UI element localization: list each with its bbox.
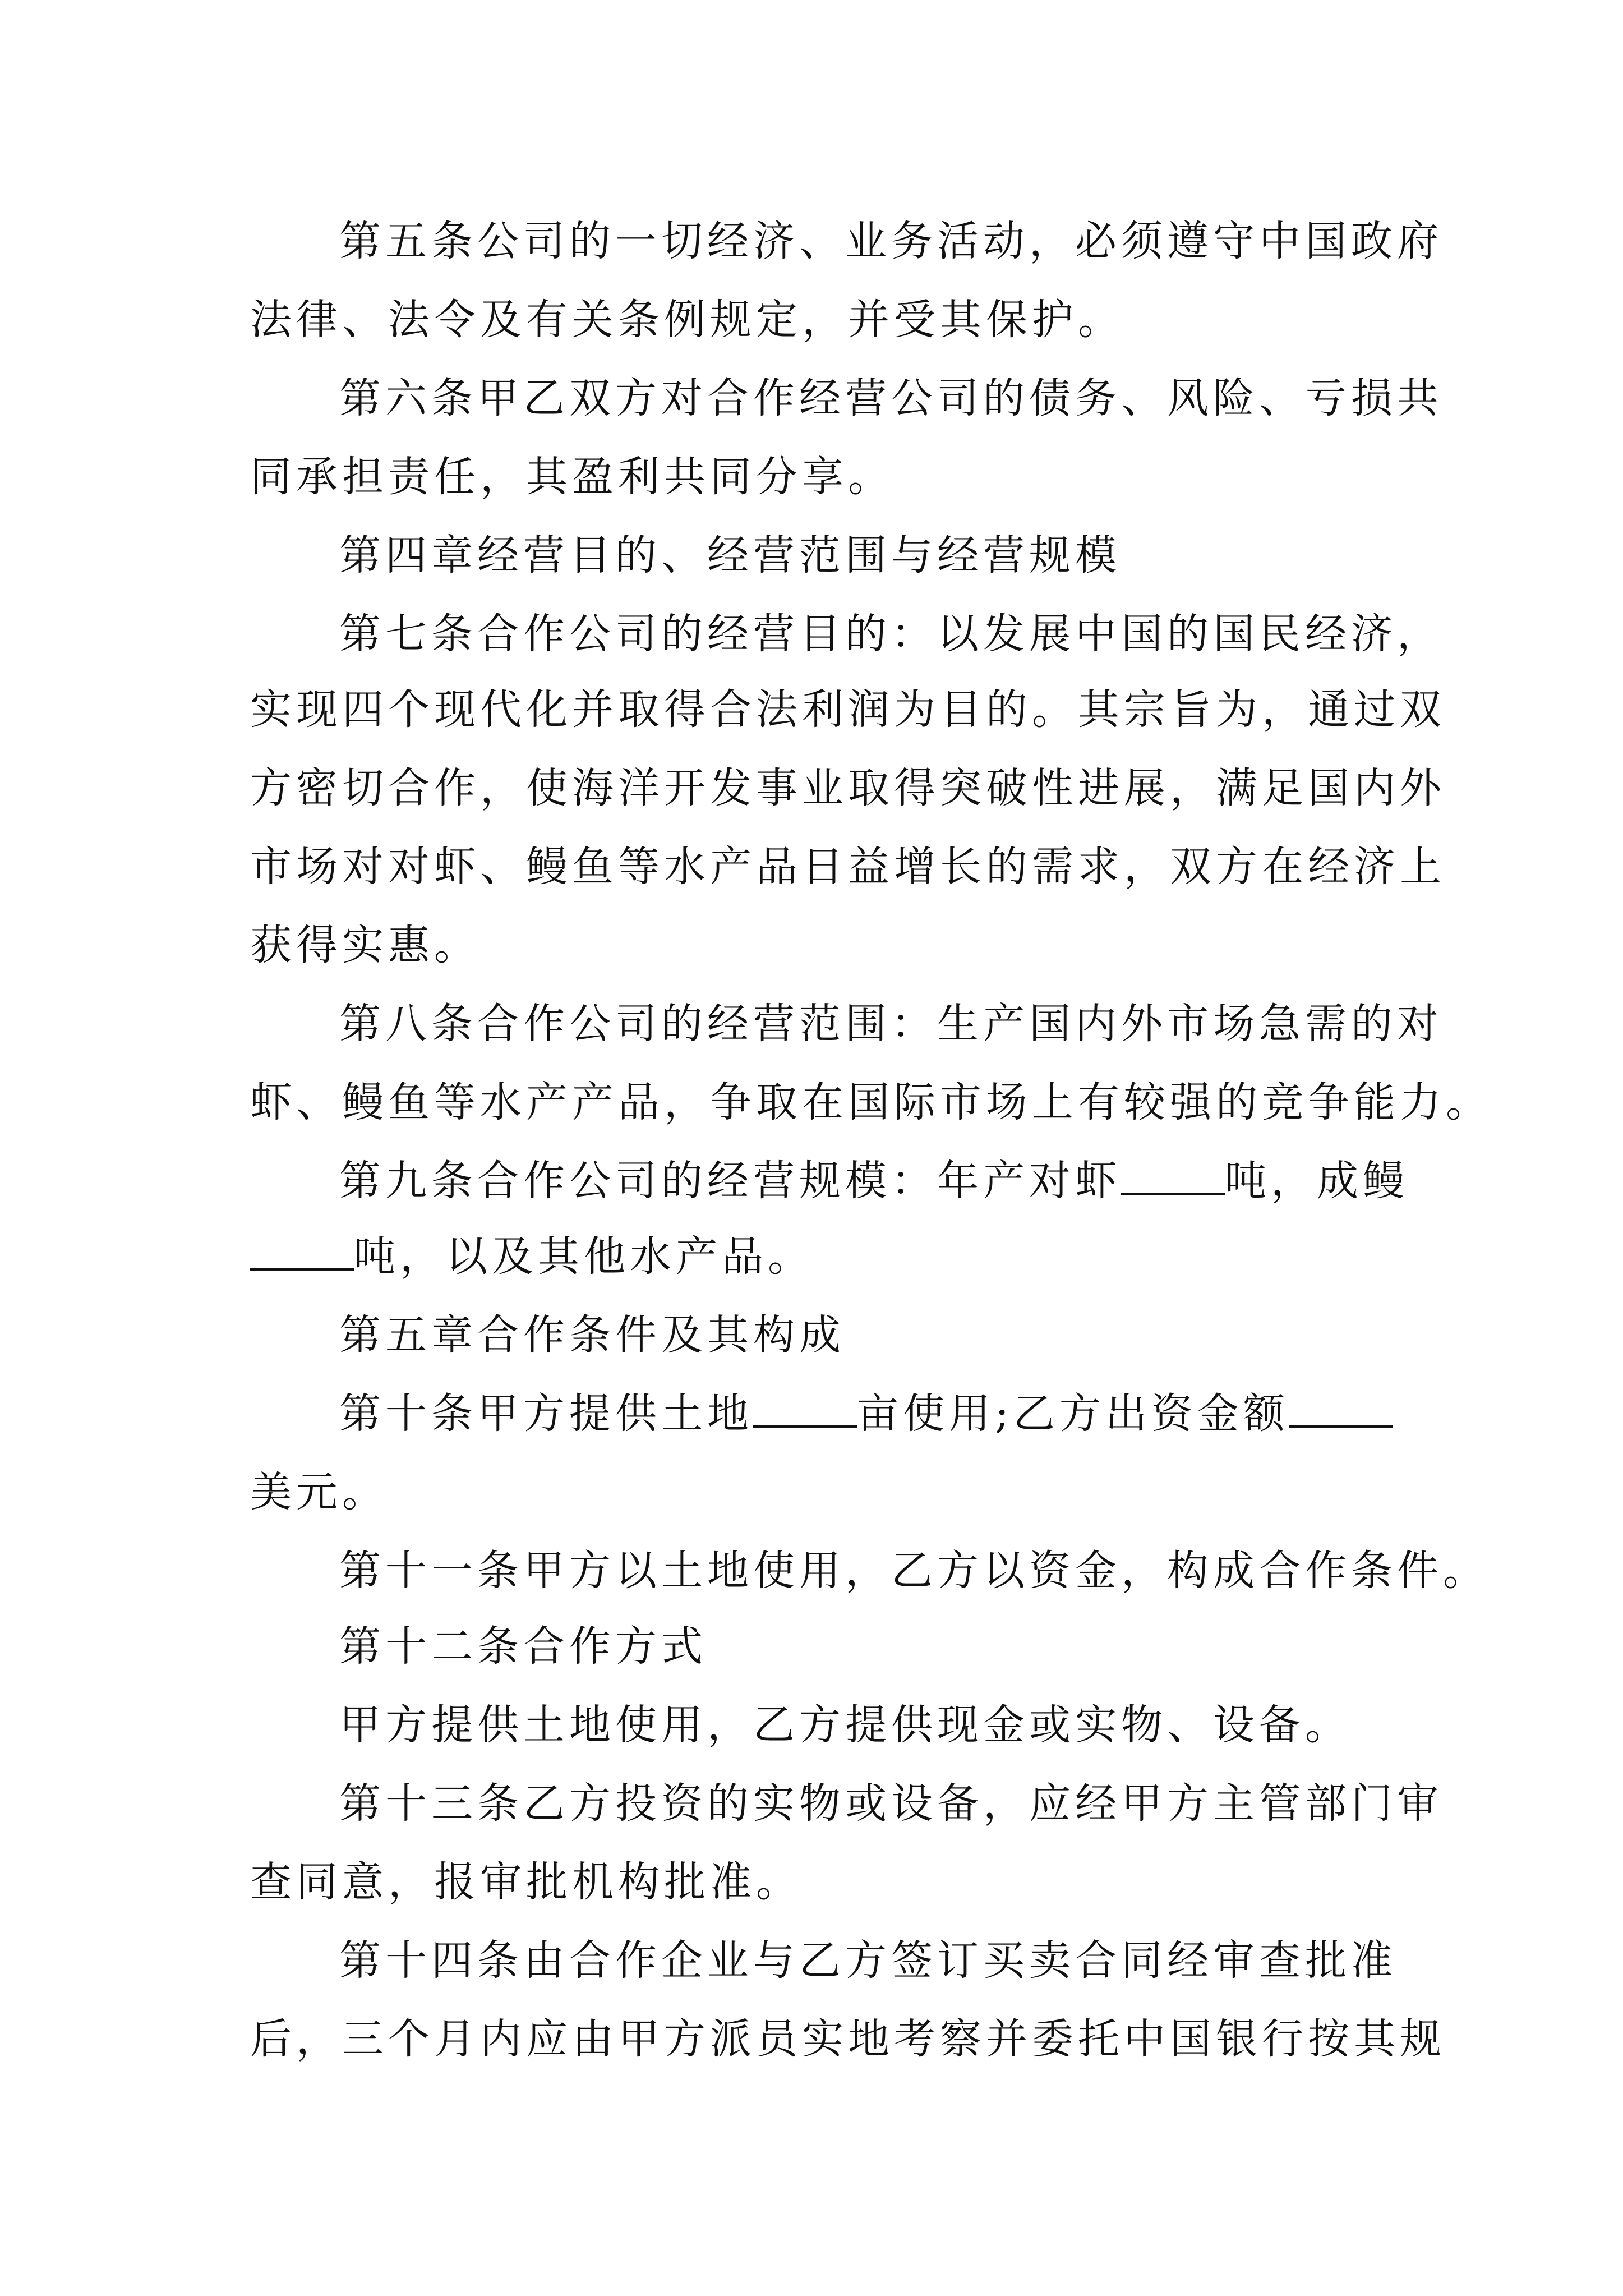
blank-underline: [753, 1388, 857, 1428]
text-line: 第八条合作公司的经营范围：生产国内外市场急需的对: [339, 1000, 1443, 1048]
chapter-heading: 第五章合作条件及其构成: [339, 1311, 845, 1359]
text-line: 同承担责任，其盈利共同分享。: [250, 453, 894, 501]
text-line: 第十一条甲方以土地使用，乙方以资金，构成合作条件。: [339, 1547, 1489, 1595]
text-line: 虾、鳗鱼等水产产品，争取在国际市场上有较强的竞争能力。: [250, 1078, 1492, 1126]
text-line: 后，三个月内应由甲方派员实地考察并委托中国银行按其规: [250, 2015, 1446, 2063]
text-line: 第五条公司的一切经济、业务活动，必须遵守中国政府: [339, 217, 1443, 265]
text-line: 甲方提供土地使用，乙方提供现金或实物、设备。: [339, 1701, 1351, 1749]
text-line: 第六条甲乙双方对合作经营公司的债务、风险、亏损共: [339, 374, 1443, 422]
blank-underline: [250, 1231, 354, 1271]
text-line: 查同意，报审批机构批准。: [250, 1858, 802, 1906]
text-line: [250, 1228, 814, 1285]
text-line: 美元。: [250, 1468, 388, 1516]
text-segment: 吨，以及其他水产品。: [354, 1232, 814, 1281]
chapter-heading: 第四章经营目的、经营范围与经营规模: [339, 531, 1121, 579]
text-line: 市场对对虾、鳗鱼等水产品日益增长的需求，双方在经济上: [250, 843, 1446, 891]
blank-underline: [1289, 1388, 1393, 1428]
text-line: [339, 1153, 1409, 1209]
text-line: 第十二条合作方式: [339, 1622, 707, 1671]
text-line: [339, 1386, 1393, 1442]
text-segment: 第十条甲方提供土地: [339, 1389, 753, 1438]
text-segment: 亩使用;乙方出资金额: [857, 1389, 1289, 1438]
text-line: 方密切合作，使海洋开发事业取得突破性进展，满足国内外: [250, 764, 1446, 812]
text-line: 第十三条乙方投资的实物或设备，应经甲方主管部门审: [339, 1779, 1443, 1828]
text-line: 第七条合作公司的经营目的：以发展中国的国民经济，: [339, 610, 1443, 658]
text-line: 法律、法令及有关条例规定，并受其保护。: [250, 296, 1124, 344]
text-segment: 第九条合作公司的经营规模：年产对虾: [339, 1157, 1121, 1205]
text-line: 获得实惠。: [250, 921, 480, 969]
text-line: 实现四个现代化并取得合法利润为目的。其宗旨为，通过双: [250, 685, 1446, 734]
text-segment: 吨，成鳗: [1225, 1157, 1409, 1205]
blank-underline: [1121, 1156, 1225, 1195]
text-line: 第十四条由合作企业与乙方签订买卖合同经审查批准: [339, 1936, 1397, 1985]
